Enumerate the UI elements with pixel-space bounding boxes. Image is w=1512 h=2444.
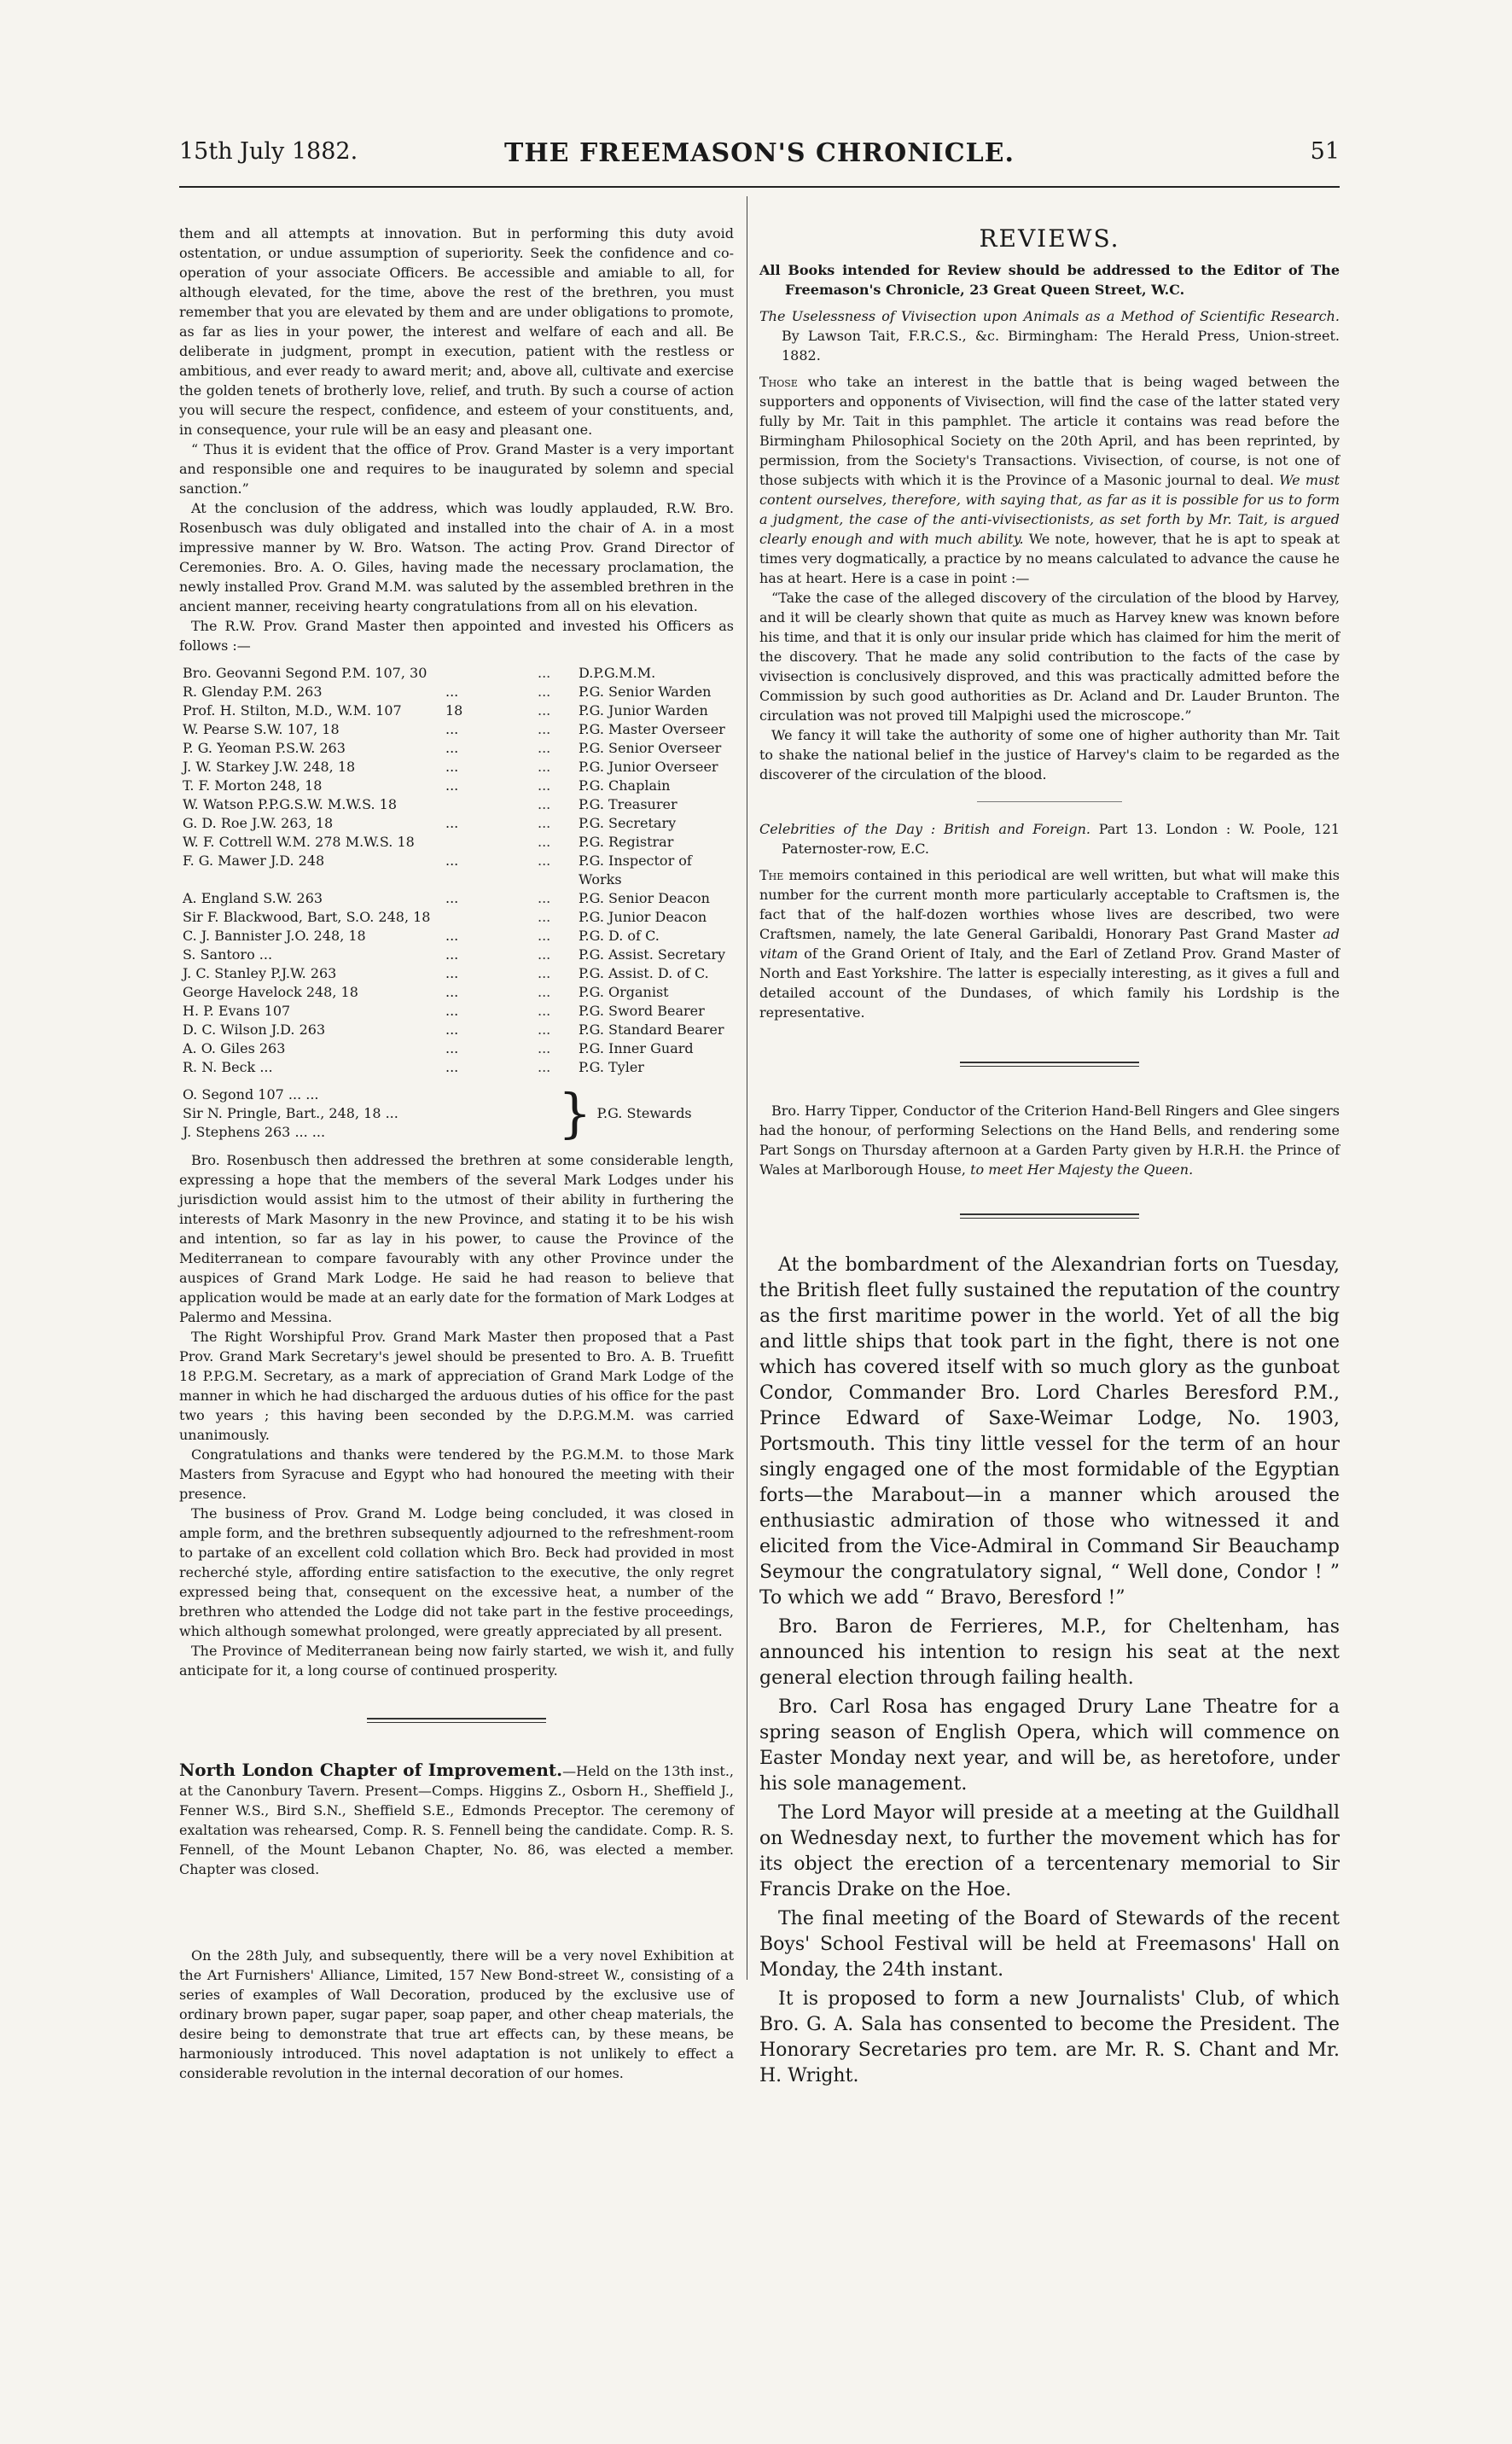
officer-office: P.G. Senior Overseer [579, 740, 722, 756]
review-paragraph: The memoirs contained in this periodical are well written, but what will make this number for the current month more particularly acceptable to Craftsmen is, the fact that of the half-dozen worthies whose lives are described, two were Craftsmen, namely, the late General Garibaldi, Honorary Past Grand Master ad vitam of the Grand Orient of Italy, and the Earl of Zetland Prov. Grand Master of North and East Yorkshire. The latter is especially interesting, as it gives a full and detailed account of the Dundases, of which family his Lordship is the representative. [759, 867, 1340, 1021]
officer-name: Bro. Geovanni Segond P.M. 107, 30 [183, 665, 427, 681]
officer-leader: ... [538, 1040, 551, 1056]
book-publisher: Part 13. London : W. Poole, 121 Paternoster-row, E.C. [782, 821, 1340, 857]
officer-name: D. C. Wilson J.D. 263 [183, 1021, 326, 1038]
officer-row [179, 795, 734, 814]
officer-lodge: ... [445, 684, 459, 700]
officer-row [179, 964, 734, 983]
officer-name: R. Glenday P.M. 263 [183, 684, 323, 700]
officer-name: J. W. Starkey J.W. 248, 18 [183, 759, 356, 775]
review-lead: The [759, 867, 784, 883]
officer-leader: ... [538, 815, 551, 831]
officer-office: D.P.G.M.M. [579, 665, 656, 681]
officer-row [179, 664, 734, 683]
masthead [179, 138, 1340, 188]
officer-office: P.G. Inner Guard [579, 1040, 694, 1056]
officer-lodge: ... [445, 1003, 459, 1019]
publication-title: THE FREEMASON'S CHRONICLE. [504, 138, 1015, 168]
article-paragraph: At the conclusion of the address, which was loudly applauded, R.W. Bro. Rosenbusch was duly obligated and installed into the chair of A. in a most impressive manner by W. Bro. Watson. The acting Prov. Grand Director of Ceremonies. Bro. A. O. Giles, having made the necessary proclamation, the newly installed Prov. Grand M.M. was saluted by the assembled brethren in the ancient manner, receiving hearty congratulations from all on his elevation. [179, 500, 734, 614]
officer-leader: ... [538, 834, 551, 850]
officer-row [179, 927, 734, 946]
review-quote: “Take the case of the alleged discovery of the circulation of the blood by Harvey, and it will be clearly shown that quite as much as Harvey knew was known before his time, and that it is only our insular pride which has claimed for him the merit of the discovery. That he made any solid contribution to the facts of the case by vivisection is conclusively disproved, and this was practically admitted before the Commission by such good authorities as Dr. Acland and Dr. Lauder Brunton. The circulation was not proved till Malpighi used the microscope.” [759, 590, 1340, 724]
officer-leader: ... [538, 1003, 551, 1019]
officer-office: P.G. D. of C. [579, 928, 660, 944]
officer-lodge: ... [445, 890, 459, 906]
officer-name: S. Santoro ... [183, 946, 273, 963]
officer-row [179, 852, 734, 889]
officer-name: Sir F. Blackwood, Bart, S.O. 248, 18 [183, 909, 431, 925]
steward-name: O. Segond 107 ... ... [183, 1086, 319, 1103]
officer-leader: ... [538, 852, 551, 869]
news-items [759, 1253, 1340, 2089]
officer-office: P.G. Junior Deacon [579, 909, 707, 925]
officer-leader: ... [538, 684, 551, 700]
officer-leader: ... [538, 796, 551, 812]
officer-leader: ... [538, 890, 551, 906]
officer-name: G. D. Roe J.W. 263, 18 [183, 815, 334, 831]
news-item: The Lord Mayor will preside at a meeting at the Guildhall on Wednesday next, to further the movement which has for its object the erection of a tercentenary memorial to Sir Francis Drake on the Hoe. [759, 1802, 1340, 1900]
steward-name: Sir N. Pringle, Bart., 248, 18 ... [183, 1105, 398, 1121]
officer-name: Prof. H. Stilton, M.D., W.M. 107 [183, 702, 402, 719]
officer-row [179, 1058, 734, 1077]
chapter-heading: North London Chapter of Improvement. [179, 1760, 563, 1780]
officer-office: P.G. Assist. Secretary [579, 946, 726, 963]
officer-office: P.G. Organist [579, 984, 669, 1000]
officer-office: P.G. Master Overseer [579, 721, 725, 737]
chapter-text: —Held on the 13th inst., at the Canonbury Tavern. Present—Comps. Higgins Z., Osborn H., Sheffield J., Fenner W.S., Bird S.N., Sheffield S.E., Edmonds Preceptor. The ceremony of exaltation was rehearsed, Comp. R. S. Fennell being the candidate. Comp. R. S. Fennell, of the Mount Lebanon Chapter, No. 86, was elected a member. Chapter was closed. [179, 1763, 735, 1877]
officer-name: W. Pearse S.W. 107, 18 [183, 721, 340, 737]
officer-row [179, 946, 734, 964]
news-item: Bro. Carl Rosa has engaged Drury Lane Theatre for a spring season of English Opera, which will commence on Easter Monday next year, and will be, as heretofore, under his sole management. [759, 1696, 1340, 1795]
article-paragraph: The business of Prov. Grand M. Lodge being concluded, it was closed in ample form, and the brethren subsequently adjourned to the refreshment-room to partake of an excellent cold collation which Bro. Beck had provided in most recherché style, affording entire satisfaction to the executive, the only regret expressed being that, consequent on the excessive heat, a number of the brethren who attended the Lodge did not take part in the festive proceedings, which although somewhat prolonged, were greatly appreciated by all present. [179, 1505, 734, 1639]
officer-lodge: 18 [445, 702, 463, 719]
officer-lodge: ... [445, 721, 459, 737]
officer-name: T. F. Morton 248, 18 [183, 777, 323, 794]
officer-office: P.G. Treasurer [579, 796, 677, 812]
article-paragraph: The Province of Mediterranean being now fairly started, we wish it, and fully anticipate for it, a long course of continued prosperity. [179, 1643, 734, 1679]
stewards-group [179, 1082, 734, 1144]
officer-name: F. G. Mawer J.D. 248 [183, 852, 325, 869]
officer-row [179, 777, 734, 795]
officer-office: P.G. Registrar [579, 834, 674, 850]
officer-lodge [442, 833, 534, 852]
officer-office: P.G. Tyler [579, 1059, 644, 1075]
brace-icon: } [558, 1082, 592, 1144]
news-item: At the bombardment of the Alexandrian forts on Tuesday, the British fleet fully sustained the reputation of the country as the first maritime power in the world. Yet of all the big and little ships that took part in the fight, there is not one which has covered itself with so much glory as the gunboat Condor, Commander Bro. Lord Charles Beresford P.M., Prince Edward of Saxe-Weimar Lodge, No. 1903, Portsmouth. This tiny little vessel for the term of an hour singly engaged one of the most formidable of the Egyptian forts—the Marabout—in a manner which aroused the enthusiastic admiration of those who witnessed it and elicited from the Vice-Admiral in Command Sir Beauchamp Seymour the congratulatory signal, “ Well done, Condor ! ” To which we add “ Bravo, Beresford !” [759, 1254, 1340, 1609]
officer-lodge: ... [445, 759, 459, 775]
officer-row [179, 908, 734, 927]
officer-lodge: ... [445, 965, 459, 981]
article-paragraph: “ Thus it is evident that the office of Prov. Grand Master is a very important and responsible one and requires to be inaugurated by solemn and special sanction.” [179, 441, 734, 497]
officer-name: W. Watson P.P.G.S.W. M.W.S. 18 [183, 796, 398, 812]
officer-office: P.G. Secretary [579, 815, 677, 831]
page-number: 51 [1310, 138, 1340, 165]
reviews-heading: REVIEWS. [979, 224, 1120, 253]
section-divider [960, 1213, 1139, 1219]
officer-office: P.G. Junior Warden [579, 702, 708, 719]
article-paragraph: Bro. Rosenbusch then addressed the brethren at some considerable length, expressing a hope that the members of the several Mark Lodges under his jurisdiction would assist him to the utmost of their ability in furthering the interests of Mark Masonry in the new Province, and stating it to be his wish and intention, so far as lay in his power, to cause the Province of the Mediterranean to compare favourably with any other Province under the auspices of Grand Mark Lodge. He said he had reason to believe that application would be made at an early date for the formation of Mark Lodges at Palermo and Messina. [179, 1152, 734, 1325]
officer-name: A. O. Giles 263 [183, 1040, 286, 1056]
book-publisher: By Lawson Tait, F.R.C.S., &c. Birmingham: The Herald Press, Union-street. 1882. [782, 328, 1340, 364]
officer-lodge [442, 908, 534, 927]
officer-office: P.G. Senior Deacon [579, 890, 710, 906]
officer-lodge [442, 664, 534, 683]
officer-name: P. G. Yeoman P.S.W. 263 [183, 740, 346, 756]
officer-lodge: ... [445, 928, 459, 944]
officer-lodge: ... [445, 1021, 459, 1038]
officer-lodge: ... [445, 777, 459, 794]
book-title: The Uselessness of Vivisection upon Animals as a Method of Scientific Research. [759, 308, 1340, 324]
officer-row [179, 683, 734, 701]
officer-lodge: ... [445, 852, 459, 869]
steward-name: J. Stephens 263 ... ... [183, 1124, 326, 1140]
officer-leader: ... [538, 702, 551, 719]
officer-name: A. England S.W. 263 [183, 890, 323, 906]
officer-lodge: ... [445, 740, 459, 756]
news-item: The final meeting of the Board of Stewards of the recent Boys' School Festival will be held at Freemasons' Hall on Monday, the 24th instant. [759, 1908, 1340, 1981]
officer-lodge: ... [445, 815, 459, 831]
officer-office: P.G. Inspector of Works [579, 852, 692, 887]
officer-office: P.G. Sword Bearer [579, 1003, 705, 1019]
officer-row [179, 814, 734, 833]
officer-row [179, 1039, 734, 1058]
officer-leader: ... [538, 777, 551, 794]
article-paragraph: Congratulations and thanks were tendered by the P.G.M.M. to those Mark Masters from Syracuse and Egypt who had honoured the meeting with their presence. [179, 1446, 734, 1502]
chapter-item [179, 1760, 734, 1879]
officer-lodge [442, 795, 534, 814]
officer-office: P.G. Senior Warden [579, 684, 712, 700]
officer-name: R. N. Beck ... [183, 1059, 273, 1075]
section-divider [960, 1062, 1139, 1067]
officer-name: J. C. Stanley P.J.W. 263 [183, 965, 337, 981]
officer-leader: ... [538, 909, 551, 925]
officer-row [179, 739, 734, 758]
book-title: Celebrities of the Day : British and Foreign. [759, 821, 1090, 837]
review-paragraph: We fancy it will take the authority of some one of higher authority than Mr. Tait to shake the national belief in the justice of Harvey's claim to be regarded as the discoverer of the circulation of the blood. [759, 727, 1340, 783]
officer-leader: ... [538, 1021, 551, 1038]
review-lead: Those [759, 374, 798, 390]
left-column [179, 224, 734, 2083]
article-paragraph: them and all attempts at innovation. But in performing this duty avoid ostentation, or undue assumption of superiority. Seek the confidence and co-operation of your associate Officers. Be accessible and amiable to all, for although elevated, for the time, above the rest of the brethren, you must remember that you are elevated by them and are under obligations to promote, as far as lies in your power, the interest and welfare of each and all. Be deliberate in judgment, prompt in execution, patient with the restless or ambitious, and ever ready to award merit; and, above all, cultivate and exercise the golden tenets of brotherly love, relief, and truth. By such a course of action you will secure the respect, confidence, and esteem of your constituents, and, in consequence, your rule will be an easy and pleasant one. [179, 225, 734, 438]
officer-row [179, 701, 734, 720]
reviews-note: All Books intended for Review should be addressed to the Editor of The Freemason's Chronicle, 23 Great Queen Street, W.C. [759, 262, 1340, 298]
officer-name: C. J. Bannister J.O. 248, 18 [183, 928, 366, 944]
officer-leader: ... [538, 1059, 551, 1075]
officer-office: P.G. Chaplain [579, 777, 671, 794]
officer-row [179, 983, 734, 1002]
officer-leader: ... [538, 946, 551, 963]
officer-name: George Havelock 248, 18 [183, 984, 358, 1000]
news-item: Bro. Baron de Ferrieres, M.P., for Cheltenham, has announced his intention to resign his seat at the next general election through failing health. [759, 1616, 1340, 1689]
officer-row [179, 889, 734, 908]
officer-office: P.G. Standard Bearer [579, 1021, 724, 1038]
officer-row [179, 720, 734, 739]
officer-lodge: ... [445, 1040, 459, 1056]
officer-lodge: ... [445, 1059, 459, 1075]
news-item: It is proposed to form a new Journalists' Club, of which Bro. G. A. Sala has consented to become the President. The Honorary Secretaries pro tem. are Mr. R. S. Chant and Mr. H. Wright. [759, 1988, 1340, 2086]
book-heading [759, 819, 1340, 858]
article-paragraph: The R.W. Prov. Grand Master then appointed and invested his Officers as follows :— [179, 618, 734, 654]
officer-name: W. F. Cottrell W.M. 278 M.W.S. 18 [183, 834, 415, 850]
book-heading [759, 306, 1340, 365]
officer-office: P.G. Assist. D. of C. [579, 965, 709, 981]
officer-row [179, 1021, 734, 1039]
officer-leader: ... [538, 928, 551, 944]
officer-leader: ... [538, 965, 551, 981]
right-column [759, 224, 1340, 2092]
officers-list [179, 664, 734, 1077]
officer-leader: ... [538, 740, 551, 756]
officer-lodge: ... [445, 946, 459, 963]
officer-leader: ... [538, 984, 551, 1000]
officer-leader: ... [538, 721, 551, 737]
review-paragraph: Those who take an interest in the battle that is being waged between the supporters and opponents of Vivisection, will find the case of the latter stated very fully by Mr. Tait in this pamphlet. The article it contains was read before the Birmingham Philosophical Society on the 20th April, and has been reprinted, by permission, from the Society's Transactions. Vivisection, of course, is not one of those subjects with which it is the Province of a Masonic journal to deal. We must content ourselves, therefore, with saying that, as far as it is possible for us to form a judgment, the case of the anti-vivisectionists, as set forth by Mr. Tait, is argued clearly enough and with much ability. We note, however, that he is apt to speak at times very dogmatically, a practice by no means calculated to advance the cause he has at heart. Here is a case in point :— [759, 374, 1340, 586]
officer-row [179, 833, 734, 852]
steward-office: P.G. Stewards [596, 1105, 692, 1121]
officer-row [179, 758, 734, 777]
officer-row [179, 1002, 734, 1021]
review-divider [977, 801, 1122, 802]
officer-leader: ... [538, 759, 551, 775]
officer-lodge: ... [445, 984, 459, 1000]
article-paragraph: The Right Worshipful Prov. Grand Mark Master then proposed that a Past Prov. Grand Mark Secretary's jewel should be presented to Bro. A. B. Truefitt 18 P.P.G.M. Secretary, as a mark of appreciation of Grand Mark Lodge of the manner in which he had discharged the arduous duties of his office for the past two years ; this having been seconded by the D.P.G.M.M. was carried unanimously. [179, 1329, 734, 1443]
section-divider [367, 1718, 546, 1723]
tipper-item: Bro. Harry Tipper, Conductor of the Criterion Hand-Bell Ringers and Glee singers had the honour, of performing Selections on the Hand Bells, and rendering some Part Songs on Thursday afternoon at a Garden Party given by H.R.H. the Prince of Wales at Marlborough House, to meet Her Majesty the Queen. [759, 1103, 1340, 1178]
officer-name: H. P. Evans 107 [183, 1003, 291, 1019]
officer-leader: ... [538, 665, 551, 681]
issue-date: 15th July 1882. [179, 138, 358, 165]
officer-office: P.G. Junior Overseer [579, 759, 718, 775]
exhibition-item: On the 28th July, and subsequently, there will be a very novel Exhibition at the Art Furnishers' Alliance, Limited, 157 New Bond-street W., consisting of a series of examples of Wall Decoration, produced by the exclusive use of ordinary brown paper, sugar paper, soap paper, and other cheap materials, the desire being to demonstrate that true art effects can, by these means, be harmoniously introduced. This novel adaptation is not unlikely to effect a considerable revolution in the internal decoration of our homes. [179, 1947, 734, 2081]
